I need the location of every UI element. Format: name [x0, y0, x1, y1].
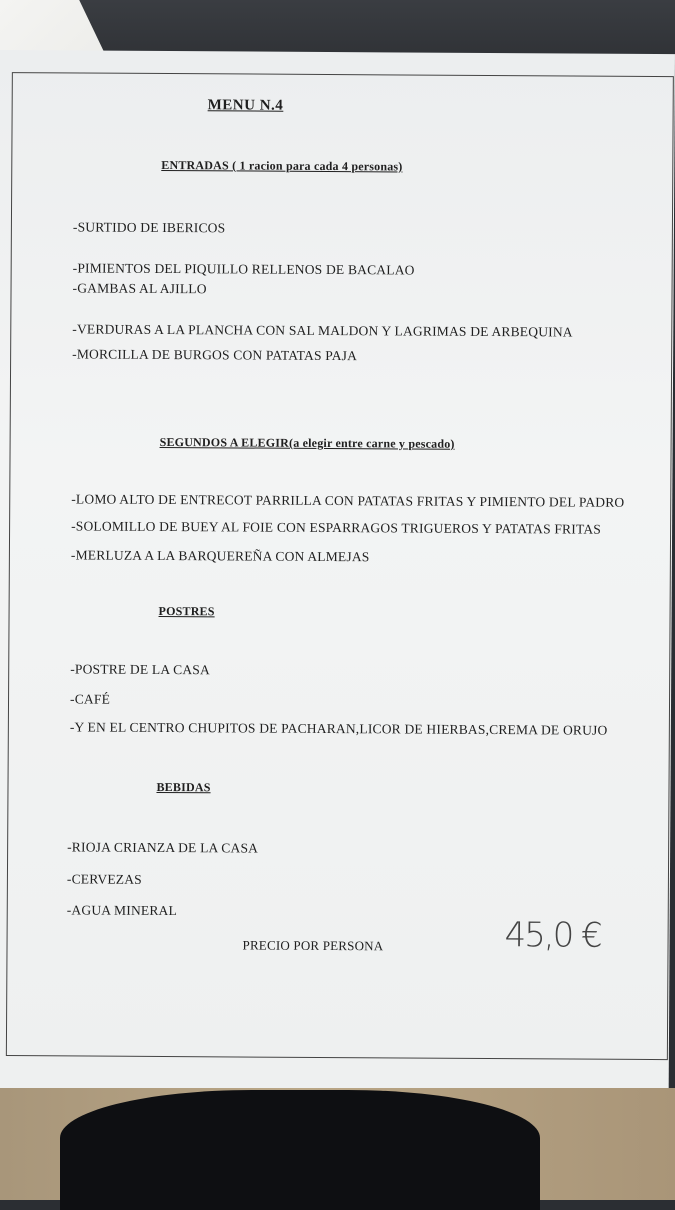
menu-item: -RIOJA CRIANZA DE LA CASA — [67, 839, 259, 856]
dark-shadow — [60, 1090, 540, 1210]
segundos-heading: SEGUNDOS A ELEGIR(a elegir entre carne y pescado) — [159, 434, 455, 451]
menu-item: -POSTRE DE LA CASA — [70, 661, 211, 678]
menu-sheet — [0, 50, 675, 1099]
menu-item: -SOLOMILLO DE BUEY AL FOIE CON ESPARRAGOS TRIGUEROS Y PATATAS FRITAS — [71, 518, 602, 537]
handwritten-price: 45,0 € — [504, 915, 601, 956]
menu-item: -Y EN EL CENTRO CHUPITOS DE PACHARAN,LICOR DE HIERBAS,CREMA DE ORUJO — [69, 719, 608, 738]
entradas-heading: ENTRADAS ( 1 racion para cada 4 personas) — [161, 157, 403, 174]
menu-item: -LOMO ALTO DE ENTRECOT PARRILLA CON PATATAS FRITAS Y PIMIENTO DEL PADRO — [71, 491, 625, 510]
menu-item: -CERVEZAS — [66, 871, 142, 887]
menu-item: -MERLUZA A LA BARQUEREÑA CON ALMEJAS — [70, 547, 370, 565]
menu-item: -SURTIDO DE IBERICOS — [72, 219, 226, 236]
menu-item: -CAFÉ — [69, 691, 111, 707]
menu-item: -AGUA MINERAL — [66, 902, 178, 919]
menu-item: -VERDURAS A LA PLANCHA CON SAL MALDON Y LAGRIMAS DE ARBEQUINA — [72, 321, 573, 340]
postres-heading: POSTRES — [158, 603, 215, 619]
price-label: PRECIO POR PERSONA — [242, 937, 384, 954]
menu-item: -PIMIENTOS DEL PIQUILLO RELLENOS DE BACALAO — [72, 260, 415, 278]
menu-title: MENU N.4 — [207, 97, 284, 114]
menu-item: -MORCILLA DE BURGOS CON PATATAS PAJA — [72, 346, 358, 364]
menu-item: -GAMBAS AL AJILLO — [72, 280, 207, 297]
bebidas-heading: BEBIDAS — [156, 779, 211, 795]
